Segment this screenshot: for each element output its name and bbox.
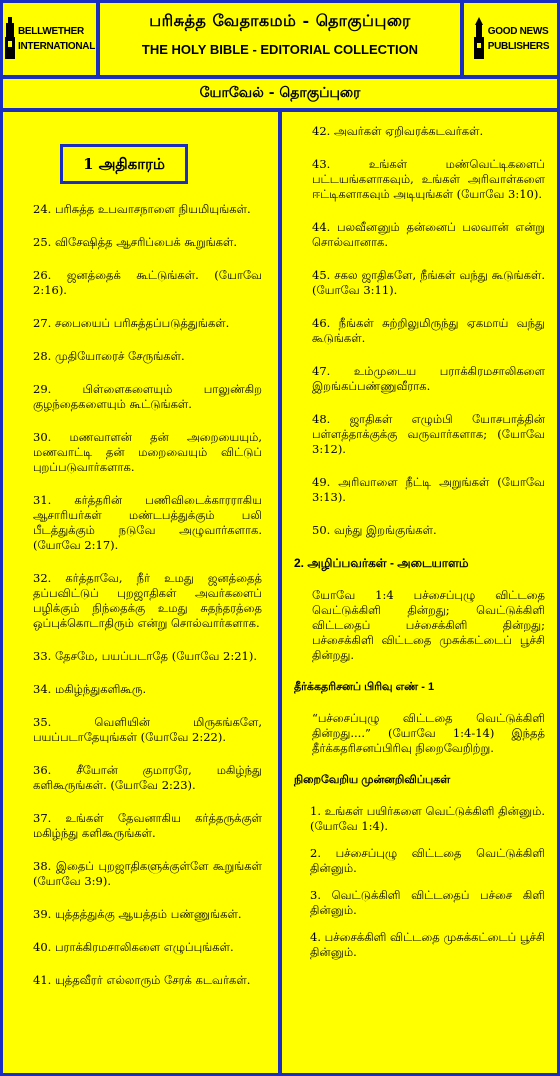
verse-45: 45. சகல ஜாதிகளே, நீங்கள் வந்து கூடுங்கள். (யோவே 3:11). [312, 268, 545, 297]
right-verse-list [282, 124, 557, 972]
verse-30: 30. மணவாளன் தன் அறையையும், மணவாட்டி தன் மறைவையும் விட்டுப் புறப்படுவார்களாக. [33, 430, 262, 474]
book-title: யோவேல் - தொகுப்புரை [3, 79, 557, 108]
verse-34: 34. மகிழ்ந்துகளிகூரு. [33, 682, 147, 696]
verse-28: 28. முதியோரைச் சேருங்கள். [33, 349, 185, 363]
verse-27: 27. சபையைப் பரிசுத்தப்படுத்துங்கள். [33, 316, 230, 330]
tower-icon [472, 17, 486, 61]
prediction-item-2: 2. பச்சைப்புழு விட்டதை வெட்டுக்கிளி தின்னும். [310, 846, 545, 875]
prophecy-division-title: தீர்க்கதரிசனப் பிரிவு எண் - 1 [294, 681, 435, 693]
prediction-item-4: 4. பச்சைக்கிளி விட்டதை முசுக்கட்டைப் பூச்சி தின்னும். [310, 930, 545, 959]
verse-32: 32. கர்த்தாவே, நீர் உமது ஜனத்தைத் தப்பவிட்டுப் புறஜாதிகள் அவர்களைப் பழிக்கும் நிந்தைக்கு உமது சுதந்தரத்தை ஒப்புக்கொடாதிரும் என்று சொல்வார்களாக. [33, 571, 262, 630]
section-2-title: 2. அழிப்பவர்கள் - அடையாளம் [294, 556, 469, 570]
left-logo-line-2: INTERNATIONAL [17, 41, 96, 52]
chapter-heading: 1 அதிகாரம் [60, 144, 188, 184]
header-right-logo [464, 3, 557, 75]
verse-43: 43. உங்கள் மண்வெட்டிகளைப் பட்டயங்களாகவும், உங்கள் அரிவாள்களை ஈட்டிகளாகவும் அடியுங்கள் (யோவே 3:10). [312, 157, 545, 201]
fulfilled-predictions-title: நிறைவேறிய முன்னறிவிப்புகள் [294, 774, 451, 786]
verse-42: 42. அவர்கள் ஏறிவரக்கடவர்கள். [312, 124, 484, 138]
prophecy-division-paragraph: “பச்சைப்புழு விட்டதை வெட்டுக்கிளி தின்றது....” (யோவே 1:4-14) இந்தத் தீர்க்கதரிசனப்பிரிவு நிறைவேறிற்று. [312, 711, 545, 755]
verse-48: 48. ஜாதிகள் எழும்பி யோசபாத்தின் பள்ளத்தாக்குக்கு வருவார்களாக; (யோவே 3:12). [312, 412, 545, 456]
verse-49: 49. அரிவாளை நீட்டி அறுங்கள் (யோவே 3:13). [312, 475, 545, 504]
header-title-block [100, 3, 460, 75]
verse-39: 39. யுத்தத்துக்கு ஆயத்தம் பண்ணுங்கள். [33, 907, 242, 921]
header-title-tamil: பரிசுத்த வேதாகமம் - தொகுப்புரை [149, 11, 411, 30]
verse-31: 31. கர்த்தரின் பணிவிடைக்காரராகிய ஆசாரியர்கள் மண்டபத்துக்கும் பலி பீடத்துக்கும் நடுவே அழுவார்களாக. (யோவே 2:17). [33, 493, 262, 552]
left-logo-line-1: BELLWETHER [17, 26, 84, 37]
verse-26: 26. ஜனத்தைக் கூட்டுங்கள். (யோவே 2:16). [33, 268, 262, 297]
section-2-paragraph: யோவே 1:4 பச்சைப்புழு விட்டதை வெட்டுக்கிளி தின்றது; வெட்டுக்கிளி விட்டதைப் பச்சைக்கிளி தின்றது; பச்சைக்கிளி விட்டதை முசுக்கட்டைப் பூச்சி தின்றது. [312, 588, 545, 662]
verse-41: 41. யுத்தவீரர் எல்லாரும் சேரக் கடவர்கள். [33, 973, 251, 987]
right-logo-line-2: PUBLISHERS [487, 41, 550, 52]
verse-47: 47. உம்முடைய பராக்கிரமசாலிகளை இறங்கப்பண்ணுவீராக. [312, 364, 545, 393]
prediction-item-3: 3. வெட்டுக்கிளி விட்டதைப் பச்சை கிளி தின்னும். [310, 888, 545, 917]
header-title-english: THE HOLY BIBLE - EDITORIAL COLLECTION [141, 42, 419, 57]
verse-29: 29. பிள்ளைகளையும் பாலுண்கிற குழந்தைகளையும் கூட்டுங்கள். [33, 382, 262, 411]
verse-44: 44. பலவீனனும் தன்னைப் பலவான் என்று சொல்வானாக. [312, 220, 545, 249]
verse-33: 33. தேசமே, பயப்படாதே (யோவே 2:21). [33, 649, 258, 663]
verse-46: 46. நீங்கள் சுற்றிலுமிருந்து ஏகமாய் வந்து கூடுங்கள். [312, 316, 545, 345]
verse-35: 35. வெளியின் மிருகங்களே, பயப்படாதேயுங்கள் (யோவே 2:22). [33, 715, 262, 744]
verse-36: 36. சீயோன் குமாரரே, மகிழ்ந்து களிகூருங்கள். (யோவே 2:23). [33, 763, 262, 792]
verse-50: 50. வந்து இறங்குங்கள். [312, 523, 437, 537]
verse-37: 37. உங்கள் தேவனாகிய கர்த்தருக்குள் மகிழ்ந்து களிகூருங்கள். [33, 811, 262, 840]
prediction-item-1: 1. உங்கள் பயிர்களை வெட்டுக்கிளி தின்னும். (யோவே 1:4). [310, 804, 545, 833]
verse-24: 24. பரிசுத்த உபவாசநாளை நியமியுங்கள். [33, 202, 251, 216]
left-verse-list [3, 202, 278, 1006]
verse-40: 40. பராக்கிரமசாலிகளை எழுப்புங்கள். [33, 940, 234, 954]
header-left-logo [3, 3, 96, 75]
verse-38: 38. இதைப் புறஜாதிகளுக்குள்ளே கூறுங்கள் (யோவே 3:9). [33, 859, 262, 888]
right-column [282, 112, 557, 1073]
left-column [3, 112, 278, 1073]
verse-25: 25. விசேஷித்த ஆசரிப்பைக் கூறுங்கள். [33, 235, 238, 249]
right-logo-line-1: GOOD NEWS [487, 26, 549, 37]
bell-tower-icon [4, 17, 16, 61]
